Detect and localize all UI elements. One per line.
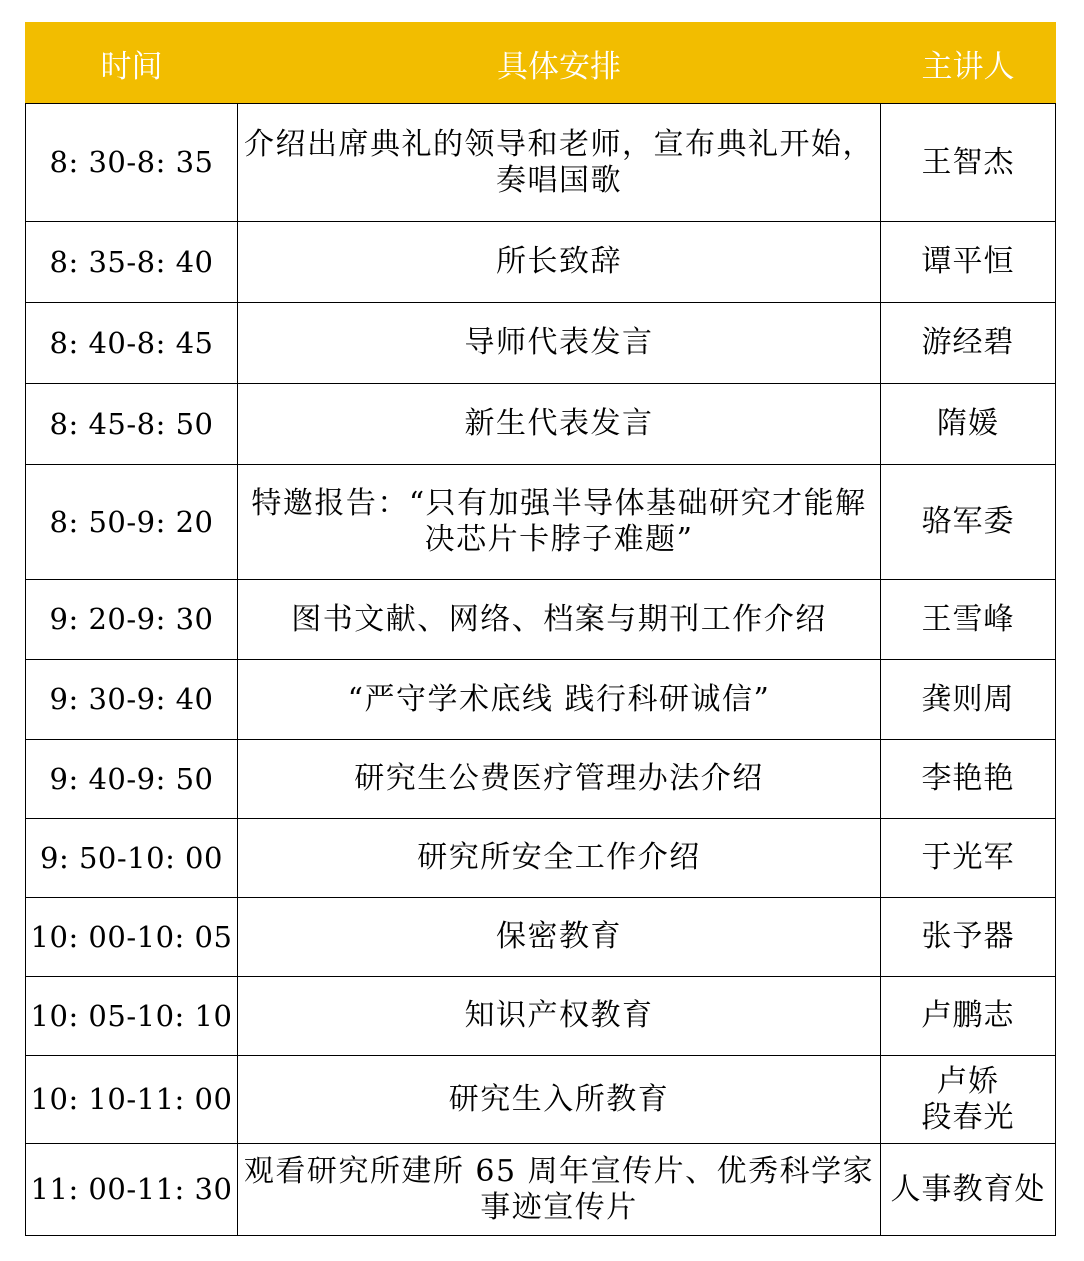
detail-cell — [238, 819, 881, 898]
speaker-cell — [881, 898, 1056, 977]
time-cell: 10: 05-10: 10 — [26, 977, 238, 1056]
time-cell: 9: 40-9: 50 — [26, 740, 238, 819]
table-row — [26, 1144, 1056, 1236]
schedule-table — [25, 22, 1056, 1236]
speaker-name: 骆军委 — [921, 504, 1015, 539]
speaker-cell — [881, 222, 1056, 303]
time-cell: 11: 00-11: 30 — [26, 1144, 238, 1236]
time-cell: 8: 30-8: 35 — [26, 104, 238, 222]
header-time: 时间 — [26, 23, 238, 104]
speaker-cell — [881, 303, 1056, 384]
speaker-name: 李艳艳 — [921, 761, 1015, 796]
detail-line: 决芯片卡脖子难题” — [424, 522, 694, 557]
detail-cell — [238, 660, 881, 740]
detail-cell — [238, 977, 881, 1056]
detail-cell — [238, 465, 881, 580]
time-cell: 8: 40-8: 45 — [26, 303, 238, 384]
detail-line: “严守学术底线 践行科研诚信” — [347, 681, 771, 717]
detail-line: 研究生入所教育 — [448, 1081, 670, 1117]
speaker-name: 卢娇 — [937, 1063, 999, 1099]
detail-cell — [238, 898, 881, 977]
table-row — [26, 977, 1056, 1056]
speaker-cell — [881, 104, 1056, 222]
detail-cell — [238, 303, 881, 384]
table-row — [26, 222, 1056, 303]
detail-line: 研究生公费医疗管理办法介绍 — [354, 761, 764, 796]
detail-line: 知识产权教育 — [464, 998, 654, 1033]
time-cell: 9: 50-10: 00 — [26, 819, 238, 898]
speaker-cell — [881, 1056, 1056, 1144]
speaker-cell — [881, 384, 1056, 465]
speaker-name: 人事教育处 — [890, 1171, 1046, 1207]
detail-cell — [238, 222, 881, 303]
speaker-cell — [881, 977, 1056, 1056]
table-row — [26, 104, 1056, 222]
time-cell: 8: 50-9: 20 — [26, 465, 238, 580]
detail-cell — [238, 740, 881, 819]
speaker-name: 段春光 — [921, 1099, 1015, 1135]
detail-line: 特邀报告：“只有加强半导体基础研究才能解 — [251, 486, 867, 521]
detail-line: 介绍出席典礼的领导和老师，宣布典礼开始， — [244, 126, 874, 162]
time-cell: 9: 30-9: 40 — [26, 660, 238, 740]
speaker-name: 龚则周 — [921, 681, 1015, 717]
time-cell: 8: 45-8: 50 — [26, 384, 238, 465]
detail-cell — [238, 1144, 881, 1236]
time-cell: 9: 20-9: 30 — [26, 580, 238, 660]
detail-line: 导师代表发言 — [464, 325, 654, 360]
speaker-cell — [881, 1144, 1056, 1236]
table-row — [26, 465, 1056, 580]
speaker-name: 张予器 — [921, 919, 1015, 954]
table-row — [26, 1056, 1056, 1144]
speaker-cell — [881, 465, 1056, 580]
speaker-cell — [881, 660, 1056, 740]
speaker-name: 谭平恒 — [921, 244, 1015, 279]
header-detail: 具体安排 — [238, 23, 881, 104]
header-speaker: 主讲人 — [881, 23, 1056, 104]
table-header — [26, 23, 1056, 104]
speaker-name: 卢鹏志 — [921, 998, 1015, 1033]
detail-cell — [238, 104, 881, 222]
speaker-name: 游经碧 — [921, 325, 1015, 360]
detail-line: 研究所安全工作介绍 — [417, 840, 701, 875]
speaker-cell — [881, 740, 1056, 819]
table-row — [26, 303, 1056, 384]
detail-line: 新生代表发言 — [464, 406, 654, 441]
table-row — [26, 740, 1056, 819]
detail-line: 所长致辞 — [496, 244, 622, 279]
table-row — [26, 660, 1056, 740]
speaker-name: 隋媛 — [937, 406, 999, 441]
header-row — [26, 23, 1056, 104]
time-cell: 10: 00-10: 05 — [26, 898, 238, 977]
detail-cell — [238, 1056, 881, 1144]
detail-cell — [238, 580, 881, 660]
speaker-cell — [881, 819, 1056, 898]
table-row — [26, 384, 1056, 465]
speaker-name: 王雪峰 — [921, 601, 1015, 637]
detail-cell — [238, 384, 881, 465]
time-cell: 8: 35-8: 40 — [26, 222, 238, 303]
table-row — [26, 898, 1056, 977]
detail-line: 图书文献、网络、档案与期刊工作介绍 — [291, 601, 827, 637]
speaker-cell — [881, 580, 1056, 660]
table-body — [26, 104, 1056, 1236]
speaker-name: 王智杰 — [921, 144, 1015, 180]
speaker-name: 于光军 — [921, 840, 1015, 875]
table-row — [26, 819, 1056, 898]
detail-line: 事迹宣传片 — [480, 1189, 638, 1225]
detail-line: 观看研究所建所 65 周年宣传片、优秀科学家 — [243, 1153, 875, 1189]
table-row — [26, 580, 1056, 660]
time-cell: 10: 10-11: 00 — [26, 1056, 238, 1144]
detail-line: 保密教育 — [496, 919, 622, 954]
detail-line: 奏唱国歌 — [496, 162, 622, 198]
